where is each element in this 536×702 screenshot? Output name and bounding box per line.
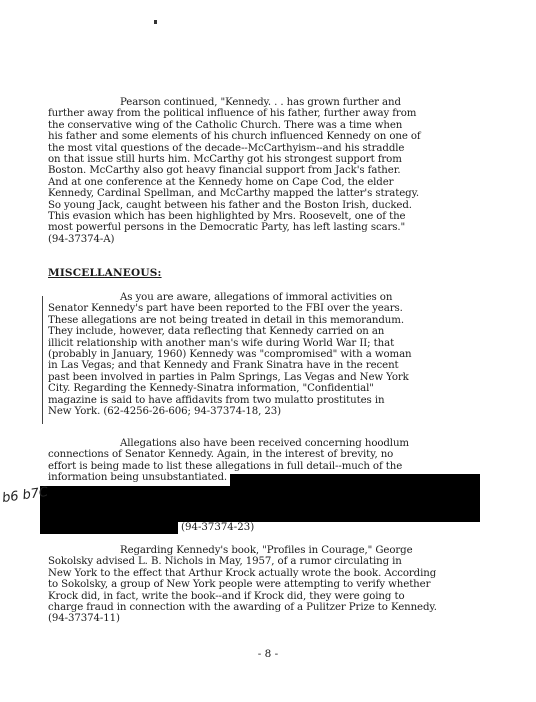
handwritten-exemption-note: b6 b7C	[1, 484, 50, 507]
redaction-block-1	[230, 474, 480, 486]
text-line: information being unsubstantiated.	[48, 472, 228, 484]
page-number: - 8 -	[257, 648, 279, 660]
text-line: most powerful persons in the Democratic Party, has left lasting scars."	[48, 222, 406, 234]
text-line: And at one conference at the Kennedy home on Cape Cod, the elder	[48, 176, 394, 188]
text-line: on that issue still hurts him. McCarthy got his strongest support from	[48, 154, 402, 166]
text-line: in Las Vegas; and that Kennedy and Frank Sinatra have in the recent	[48, 360, 399, 372]
text-line: (94-37374-A)	[48, 233, 115, 245]
text-line: the most vital questions of the decade--McCarthyism--and his straddle	[48, 142, 405, 154]
text-line: Regarding Kennedy's book, "Profiles in Courage," George	[120, 545, 413, 556]
text-line: Boston. McCarthy also got heavy financial support from Jack's father.	[48, 165, 401, 177]
paragraph-allegations-immoral	[48, 292, 490, 417]
redaction-block-3	[40, 522, 178, 534]
text-line: (94-37374-11)	[48, 613, 120, 625]
scan-speck	[154, 20, 157, 24]
text-line: Kennedy, Cardinal Spellman, and McCarthy mapped the latter's strategy.	[48, 188, 420, 200]
margin-bracket	[42, 296, 43, 424]
text-line: So young Jack, caught between his father and the Boston Irish, ducked.	[48, 199, 412, 211]
text-line: charge fraud in connection with the awarding of a Pulitzer Prize to Kennedy.	[48, 602, 437, 614]
text-line: Senator Kennedy's part have been reported to the FBI over the years.	[48, 303, 403, 315]
text-line: (probably in January, 1960) Kennedy was "compromised" with a woman	[48, 349, 412, 361]
text-line: past been involved in parties in Palm Springs, Las Vegas and New York	[48, 371, 409, 383]
text-line: Pearson continued, "Kennedy. . . has grown further and	[120, 97, 401, 108]
text-line: City. Regarding the Kennedy-Sinatra information, "Confidential"	[48, 383, 374, 395]
text-line: his father and some elements of his church influenced Kennedy on one of	[48, 131, 421, 143]
text-line: effort is being made to list these allegations in full detail--much of the	[48, 460, 403, 472]
text-line: illicit relationship with another man's wife during World War II; that	[48, 337, 395, 349]
text-line: further away from the political influence of his father, further away from	[48, 108, 417, 120]
paragraph-pearson-quote	[48, 97, 490, 245]
redaction-block-2	[40, 486, 480, 522]
text-line: Sokolsky advised L. B. Nichols in May, 1957, of a rumor circulating in	[48, 556, 402, 568]
text-line: Allegations also have been received concerning hoodlum	[120, 438, 409, 449]
text-line: connections of Senator Kennedy. Again, in the interest of brevity, no	[48, 449, 394, 461]
text-line: This evasion which has been highlighted by Mrs. Roosevelt, one of the	[48, 211, 406, 223]
text-line: As you are aware, allegations of immoral activities on	[120, 292, 393, 303]
reference-number: (94-37374-23)	[181, 522, 255, 533]
text-line: magazine is said to have affidavits from two mulatto prostitutes in	[48, 394, 385, 406]
text-line: New York. (62-4256-26-606; 94-37374-18, 23)	[48, 406, 281, 418]
text-line: Krock did, in fact, write the book--and if Krock did, they were going to	[48, 590, 405, 602]
text-line: the conservative wing of the Catholic Church. There was a time when	[48, 119, 403, 131]
text-line: to Sokolsky, a group of New York people were attempting to verify whether	[48, 579, 431, 591]
paragraph-profiles-in-courage	[48, 545, 490, 625]
text-line: New York to the effect that Arthur Krock actually wrote the book. According	[48, 567, 437, 579]
text-line: These allegations are not being treated in detail in this memorandum.	[48, 314, 404, 326]
section-heading-miscellaneous: MISCELLANEOUS:	[48, 267, 162, 279]
text-line: They include, however, data reflecting that Kennedy carried on an	[48, 326, 385, 338]
